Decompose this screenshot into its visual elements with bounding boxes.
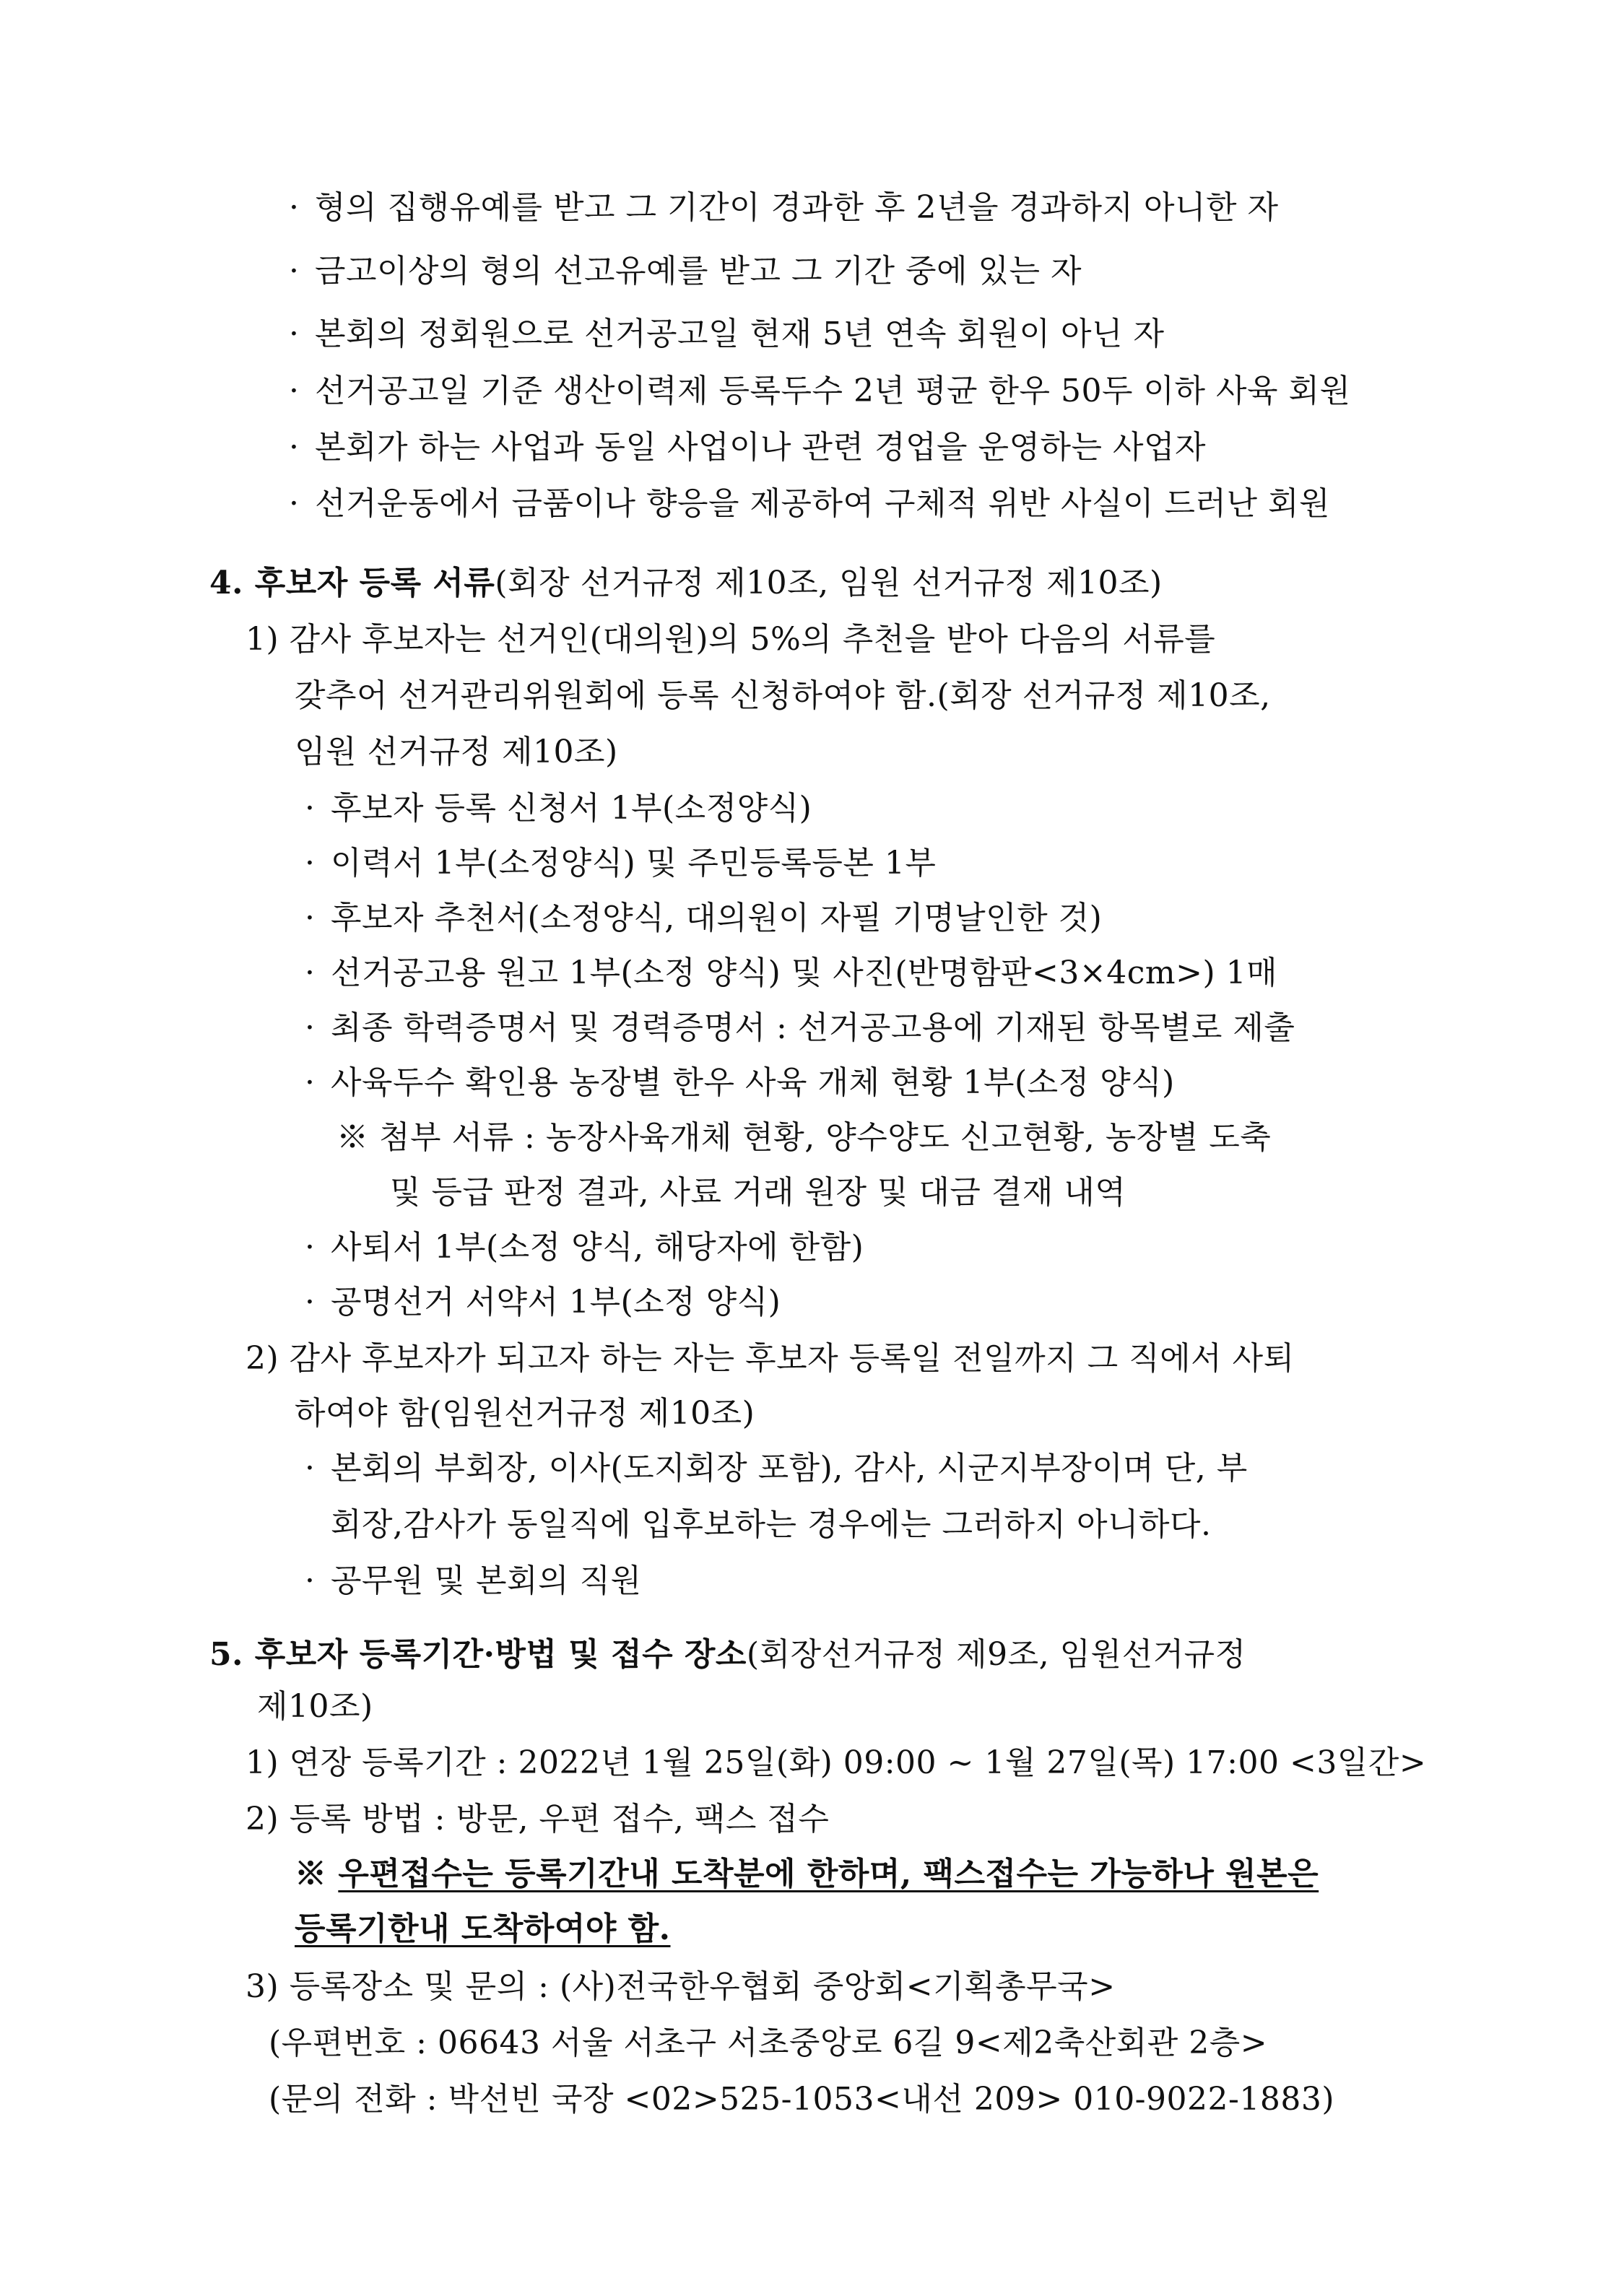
top-bullet-3: · 본회의 정회원으로 선거공고일 현재 5년 연속 회원이 아닌 자 <box>289 316 1165 352</box>
section5-heading-line2: 제10조) <box>257 1688 373 1725</box>
section4-heading: 4. 후보자 등록 서류(회장 선거규정 제10조, 임원 선거규정 제10조) <box>209 565 1163 601</box>
section4-doc-bullet-4: · 선거공고용 원고 1부(소정 양식) 및 사진(반명함판<3×4cm>) 1매 <box>305 955 1278 991</box>
section4-doc-bullet-6: · 사육두수 확인용 농장별 한우 사육 개체 현황 1부(소정 양식) <box>305 1064 1175 1101</box>
top-bullet-2: · 금고이상의 형의 선고유예를 받고 그 기간 중에 있는 자 <box>289 253 1082 290</box>
section4-item1-line1: 1) 감사 후보자는 선거인(대의원)의 5%의 추천을 받아 다음의 서류를 <box>246 621 1216 658</box>
section5-address: (우편번호 : 06643 서울 서초구 서초중앙로 6길 9<제2축산회관 2층> <box>269 2025 1268 2061</box>
section4-note-line1: ※ 첨부 서류 : 농장사육개체 현황, 양수양도 신고현황, 농장별 도축 <box>336 1119 1272 1156</box>
section5-contact: (문의 전화 : 박선빈 국장 <02>525-1053<내선 209> 010-9022-1883) <box>269 2081 1335 2118</box>
top-bullet-1: · 형의 집행유예를 받고 그 기간이 경과한 후 2년을 경과하지 아니한 자 <box>289 189 1279 226</box>
section4-doc-bullet-5: · 최종 학력증명서 및 경력증명서 : 선거공고용에 기재된 항목별로 제출 <box>305 1009 1295 1046</box>
section5-note-line1: ※ 우편접수는 등록기간내 도착분에 한하며, 팩스접수는 가능하나 원본은 <box>295 1856 1319 1892</box>
section5-note-line2: 등록기한내 도착하여야 함. <box>295 1910 671 1947</box>
section4-doc-bullet-8: · 공명선거 서약서 1부(소정 양식) <box>305 1284 781 1321</box>
section4-doc-bullet-7: · 사퇴서 1부(소정 양식, 해당자에 한함) <box>305 1229 864 1266</box>
section4-item2-bullet-1: · 본회의 부회장, 이사(도지회장 포함), 감사, 시군지부장이며 단, 부 <box>305 1450 1248 1487</box>
section4-item2-bullet-2: · 공무원 및 본회의 직원 <box>305 1562 642 1599</box>
section5-item2: 2) 등록 방법 : 방문, 우편 접수, 팩스 접수 <box>246 1801 830 1838</box>
section4-doc-bullet-1: · 후보자 등록 신청서 1부(소정양식) <box>305 790 812 827</box>
top-bullet-5: · 본회가 하는 사업과 동일 사업이나 관련 경업을 운영하는 사업자 <box>289 429 1206 466</box>
section4-note-line2: 및 등급 판정 결과, 사료 거래 원장 및 대금 결재 내역 <box>390 1174 1126 1211</box>
section4-item2-line2: 하여야 함(임원선거규정 제10조) <box>295 1395 755 1432</box>
section4-doc-bullet-3: · 후보자 추천서(소정양식, 대의원이 자필 기명날인한 것) <box>305 900 1103 936</box>
section5-item1: 1) 연장 등록기간 : 2022년 1월 25일(화) 09:00 ~ 1월 27일(목) 17:00 <3일간> <box>246 1744 1427 1781</box>
section4-item2-line1: 2) 감사 후보자가 되고자 하는 자는 후보자 등록일 전일까지 그 직에서 사퇴 <box>246 1340 1295 1377</box>
section5-heading: 5. 후보자 등록기간·방법 및 접수 장소(회장선거규정 제9조, 임원선거규정 <box>209 1636 1246 1673</box>
section4-item2-bullet-1-cont: 회장,감사가 동일직에 입후보하는 경우에는 그러하지 아니하다. <box>331 1506 1212 1543</box>
top-bullet-6: · 선거운동에서 금품이나 향응을 제공하여 구체적 위반 사실이 드러난 회원 <box>289 485 1331 522</box>
section5-item3: 3) 등록장소 및 문의 : (사)전국한우협회 중앙회<기획총무국> <box>246 1968 1116 2005</box>
section4-doc-bullet-2: · 이력서 1부(소정양식) 및 주민등록등본 1부 <box>305 845 937 882</box>
section4-item1-line2: 갖추어 선거관리위원회에 등록 신청하여야 함.(회장 선거규정 제10조, <box>295 677 1271 714</box>
top-bullet-4: · 선거공고일 기준 생산이력제 등록두수 2년 평균 한우 50두 이하 사육 회원 <box>289 373 1351 409</box>
section4-item1-line3: 임원 선거규정 제10조) <box>295 734 618 770</box>
